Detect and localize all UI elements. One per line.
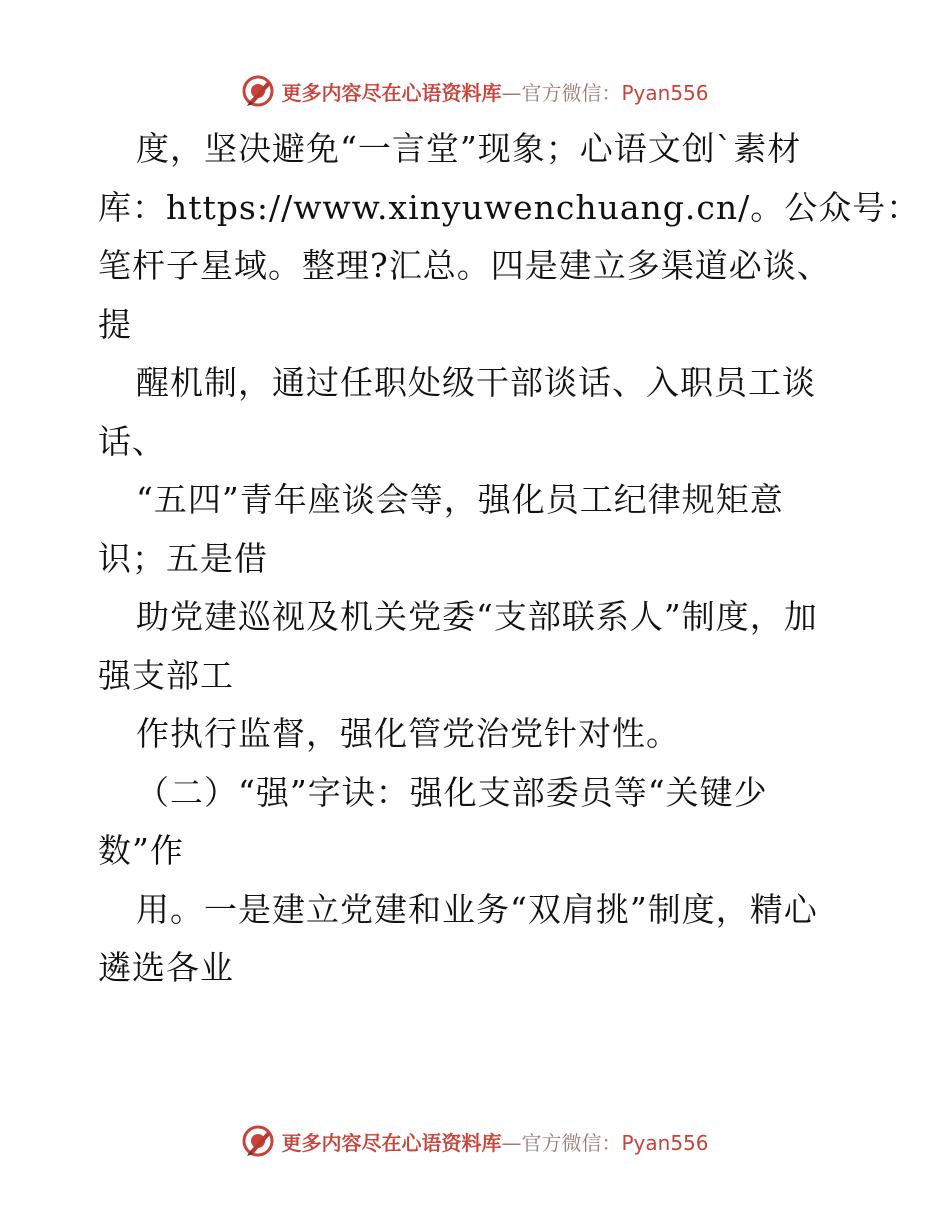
watermark-text bbox=[281, 77, 708, 106]
text-line: 遴选各业 bbox=[98, 948, 234, 987]
footer-watermark bbox=[0, 1121, 950, 1161]
text-line: 醒机制，通过任职处级干部谈话、入职员工谈 bbox=[136, 363, 816, 402]
text-line: 作执行监督，强化管党治党针对性。 bbox=[136, 714, 680, 753]
watermark-id: Pyan556 bbox=[621, 80, 709, 105]
text-line: “五四”青年座谈会等，强化员工纪律规矩意 bbox=[136, 480, 784, 519]
watermark-text bbox=[281, 1127, 708, 1156]
pen-circle-logo-icon bbox=[241, 74, 275, 108]
text-line: 助党建巡视及机关党委“支部联系人”制度，加 bbox=[136, 597, 818, 636]
pen-circle-logo-icon bbox=[241, 1124, 275, 1158]
text-line: 库：https://www.xinyuwenchuang.cn/。公众号： bbox=[98, 187, 921, 227]
text-line: 识；五是借 bbox=[98, 538, 268, 578]
header-watermark bbox=[0, 71, 950, 111]
text-line: 话、 bbox=[98, 421, 166, 461]
watermark-sub: 官方微信： bbox=[521, 1130, 622, 1155]
watermark-dash: — bbox=[501, 80, 522, 105]
watermark-dash: — bbox=[501, 1130, 522, 1155]
watermark-id: Pyan556 bbox=[621, 1130, 709, 1155]
text-line: （二）“强”字诀：强化支部委员等“关键少 bbox=[136, 772, 768, 812]
text-line: 强支部工 bbox=[98, 655, 234, 695]
text-line: 用。一是建立党建和业务“双肩挑”制度，精心 bbox=[136, 889, 818, 929]
text-line: 笔杆子星域。整理?汇总。四是建立多渠道必谈、 bbox=[98, 246, 831, 285]
watermark-sub: 官方微信： bbox=[521, 80, 622, 105]
text-line: 度，坚决避免“一言堂”现象；心语文创`素材 bbox=[136, 129, 802, 168]
text-line: 提 bbox=[98, 304, 132, 344]
document-body bbox=[98, 120, 921, 998]
watermark-brand: 更多内容尽在心语资料库 bbox=[281, 1130, 502, 1155]
text-line: 数”作 bbox=[98, 831, 184, 870]
watermark-brand: 更多内容尽在心语资料库 bbox=[281, 80, 502, 105]
